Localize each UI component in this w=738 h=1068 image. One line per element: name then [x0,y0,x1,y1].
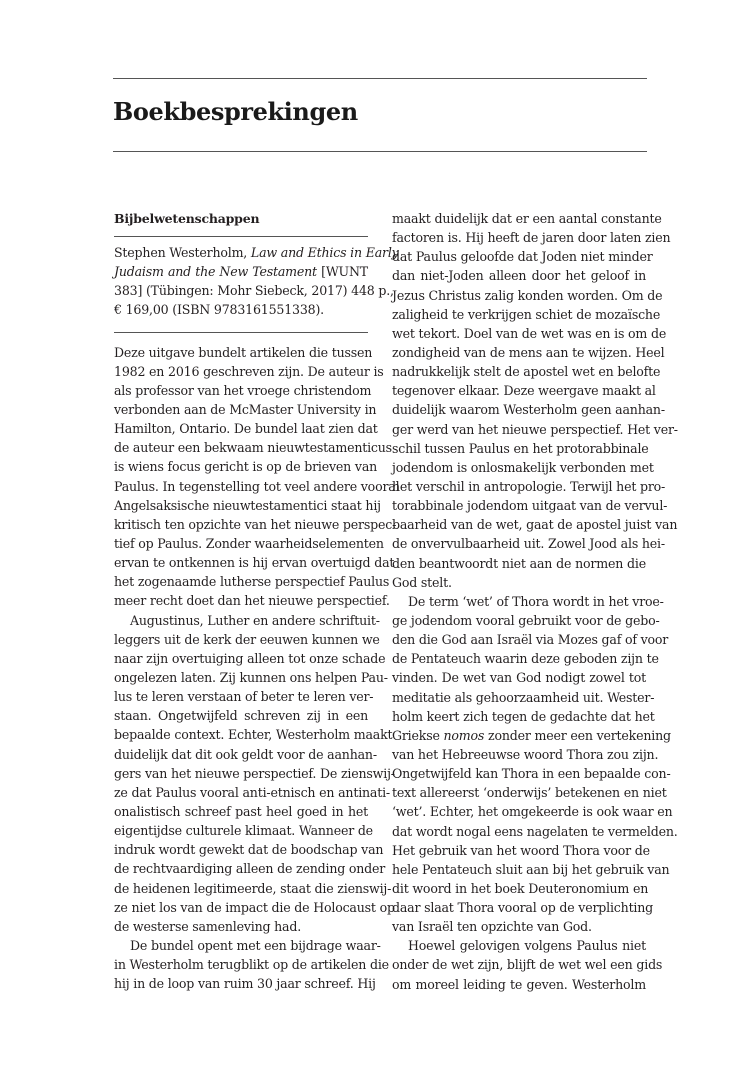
citation-line: 383] (Tübingen: Mohr Siebeck, 2017) 448 p., [114,283,394,299]
body-line: leggers uit de kerk der eeuwen kunnen we [114,631,380,647]
italic-title-text: Law and Ethics in Early [250,245,399,260]
body-line: zaligheid te verkrijgen schiet de mozaïsche [392,306,661,322]
body-line: tegenover elkaar. Deze weergave maakt al [392,383,656,399]
body-line: bepaalde context. Echter, Westerholm maakt [114,727,393,743]
body-line: Jezus Christus zalig konden worden. Om de [392,287,663,303]
body-line: nadrukkelijk stelt de apostel wet en belofte [392,364,661,380]
body-line: de westerse samenleving had. [114,918,302,934]
body-line: wet tekort. Doel van de wet was en is om de [392,325,667,341]
body-line: Augustinus, Luther en andere schriftuit- [130,612,380,628]
review-body-right [392,209,678,994]
body-line: ge jodendom vooral gebruikt voor de gebo- [392,612,660,628]
body-line: De bundel opent met een bijdrage waar- [130,937,381,953]
left-column [114,209,400,993]
body-line: om moreel leiding te geven. Westerholm [392,976,646,992]
body-line: text allereerst ‘onderwijs’ betekenen en niet [392,785,667,801]
body-line: Hoewel gelovigen volgens Paulus niet [408,938,646,954]
body-line: Ongetwijfeld kan Thora in een bepaalde con- [392,766,671,782]
body-line: den die God aan Israël via Mozes gaf of voor [392,632,669,648]
body-line: onalistisch schreef past heel goed in het [114,803,368,819]
page-title: Boekbesprekingen [113,97,358,126]
body-line: vinden. De wet van God nodigt zowel tot [392,670,646,686]
body-line: holm keert zich tegen de gedachte dat het [392,708,655,724]
body-line: maakt duidelijk dat er een aantal constante [392,211,662,226]
body-line: hij in de loop van ruim 30 jaar schreef. Hij [114,976,376,992]
right-column [392,209,678,994]
italic-title-text: Judaism and the New Testament [114,264,317,280]
body-line: de Pentateuch waarin deze geboden zijn te [392,651,659,667]
body-line: het verschil in antropologie. Terwijl het pro- [392,478,666,494]
title-rule [113,151,647,152]
body-line: de onvervulbaarheid uit. Zowel Jood als hei- [392,536,665,552]
body-line: de auteur een bekwaam nieuwtestamenticus [114,440,392,456]
book-citation [114,243,399,320]
body-line: Angelsaksische nieuwtestamentici staat hij [114,497,381,513]
body-line: meer recht doet dan het nieuwe perspectief. [114,593,390,609]
citation-line: Judaism and the New Testament [WUNT [114,264,368,280]
body-line: de rechtvaardiging alleen de zending onder [114,861,386,877]
top-rule [113,78,647,79]
body-line: eigentijdse culturele klimaat. Wanneer de [114,823,373,839]
body-line: ‘wet’. Echter, het omgekeerde is ook waar en [392,804,673,820]
body-line: schil tussen Paulus en het protorabbinale [392,440,649,456]
body-line: den beantwoordt niet aan de normen die [392,555,646,571]
body-line: Griekse nomos zonder meer een vertekening [392,727,671,743]
body-line: Deze uitgave bundelt artikelen die tussen [114,344,373,360]
body-line: Hamilton, Ontario. De bundel laat zien dat [114,421,378,437]
body-line: gers van het nieuwe perspectief. De zienswij- [114,765,395,781]
body-line: staan. Ongetwijfeld schreven zij in een [114,708,368,724]
body-line: is wiens focus gericht is op de brieven van [114,459,378,475]
body-line: jodendom is onlosmakelijk verbonden met [392,459,654,475]
body-line: dat Paulus geloofde dat Joden niet minder [392,249,653,265]
citation-line: € 169,00 (ISBN 9783161551338). [114,302,324,318]
body-line: dit woord in het boek Deuteronomium en [392,880,649,896]
citation-line: Stephen Westerholm, Law and Ethics in Early [114,245,399,260]
body-line: hele Pentateuch sluit aan bij het gebruik van [392,861,670,877]
body-line: factoren is. Hij heeft de jaren door laten zien [392,230,671,246]
body-line: ervan te ontkennen is hij ervan overtuigd dat [114,555,395,571]
citation-bottom-rule [114,332,368,333]
body-line: het zogenaamde lutherse perspectief Paulus [114,574,390,590]
body-line: indruk wordt gewekt dat de boodschap van [114,842,384,858]
body-line: daar slaat Thora vooral op de verplichting [392,900,654,916]
body-line: onder de wet zijn, blijft de wet wel een gids [392,957,663,973]
body-line: duidelijk waarom Westerholm geen aanhan- [392,402,665,418]
section-heading: Bijbelwetenschappen [114,211,260,226]
body-line: God stelt. [392,574,452,590]
body-line: verbonden aan de McMaster University in [114,401,377,417]
body-line: duidelijk dat dit ook geldt voor de aanhan- [114,746,377,762]
body-line: naar zijn overtuiging alleen tot onze schade [114,650,386,666]
body-line: baarheid van de wet, gaat de apostel juist van [392,517,678,533]
citation-top-rule [114,236,368,237]
body-line: ongelezen laten. Zij kunnen ons helpen Pau- [114,669,388,685]
body-line: ger werd van het nieuwe perspectief. Het ver- [392,421,678,437]
body-line: in Westerholm terugblikt op de artikelen die [114,957,389,973]
body-line: kritisch ten opzichte van het nieuwe perspec- [114,516,397,532]
body-line: 1982 en 2016 geschreven zijn. De auteur is [114,363,384,379]
body-line: torabbinale jodendom uitgaat van de vervul- [392,498,668,514]
body-line: Paulus. In tegenstelling tot veel andere vooral [114,478,400,494]
body-line: dat wordt nogal eens nagelaten te vermelden. [392,823,678,839]
body-line: ze dat Paulus vooral anti-etnisch en antinati- [114,784,390,800]
body-line: meditatie als gehoorzaamheid uit. Wester- [392,689,655,705]
review-body-left [114,343,400,994]
italic-title-text: nomos [443,727,485,743]
body-line: zondigheid van de mens aan te wijzen. Heel [392,344,665,360]
body-line: De term ‘wet’ of Thora wordt in het vroe- [408,593,664,609]
body-line: Het gebruik van het woord Thora voor de [392,842,650,858]
body-line: lus te leren verstaan of beter te leren ver- [114,689,374,705]
body-line: van Israël ten opzichte van God. [392,919,592,935]
body-line: ze niet los van de impact die de Holocaust op [114,899,395,915]
body-line: tief op Paulus. Zonder waarheidselementen [114,535,384,551]
body-line: de heidenen legitimeerde, staat die zienswij- [114,880,392,896]
body-line: dan niet-Joden alleen door het geloof in [392,268,646,284]
body-line: van het Hebreeuwse woord Thora zou zijn. [392,746,659,762]
body-line: als professor van het vroege christendom [114,382,372,398]
